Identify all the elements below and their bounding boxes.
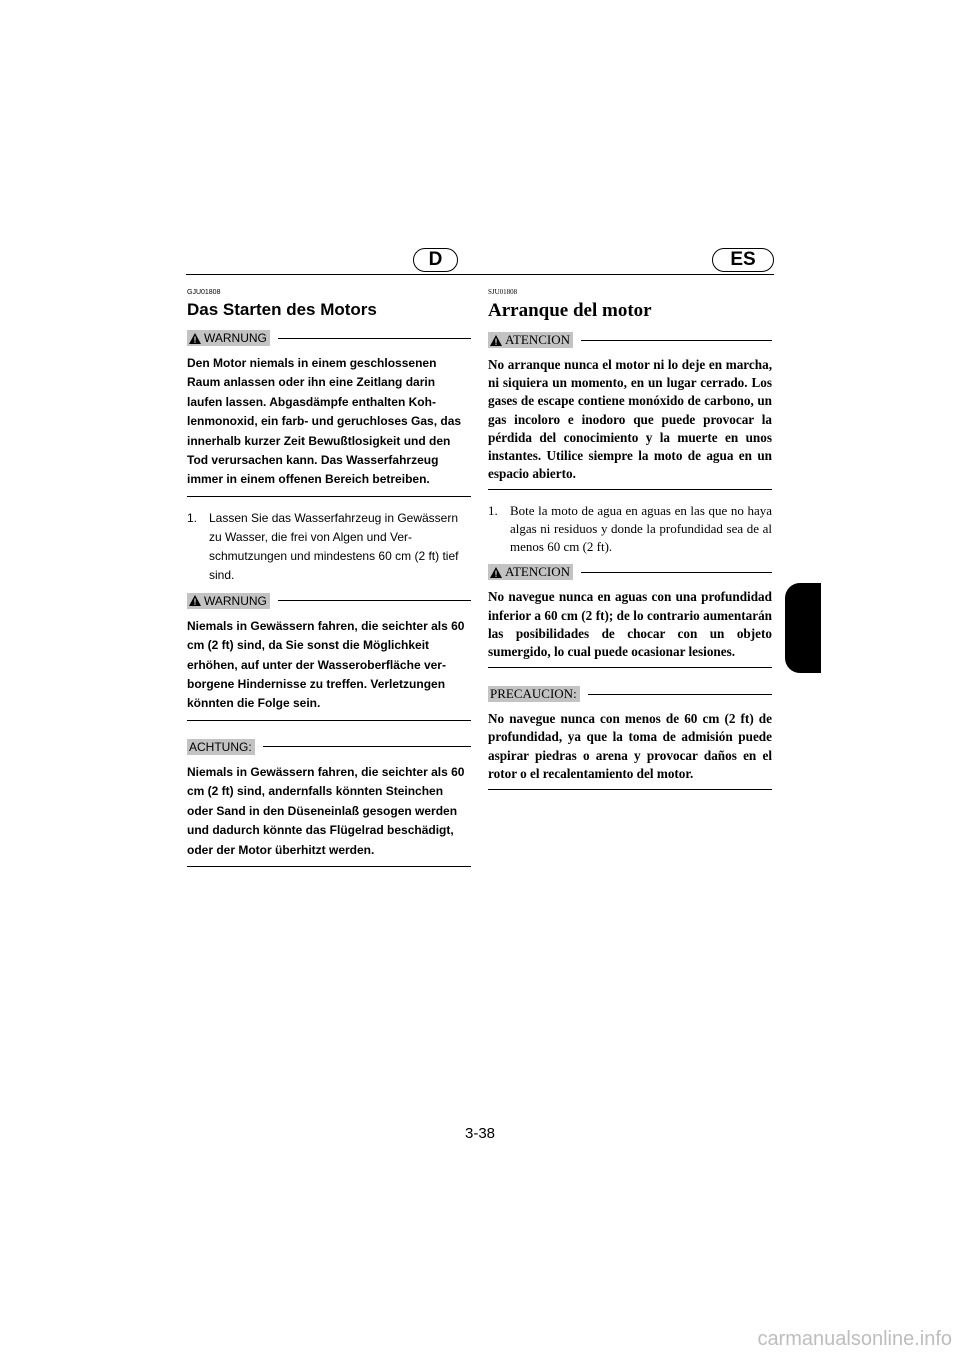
warning-label-row — [488, 330, 772, 350]
column-german — [187, 288, 471, 867]
header-rule — [186, 274, 774, 275]
watermark: carmanualsonline.info — [757, 1328, 952, 1350]
caution-text: Niemals in Gewässern fahren, die seichter als 60 cm (2 ft) sind, andernfalls könnten Steinchen oder Sand in den Düseneinlaß gesogen werden und dadurch könnte das Flügelrad beschädigt, oder der Motor überhitzt werden. — [187, 763, 471, 867]
label-rule — [581, 340, 772, 341]
step-item — [187, 509, 471, 585]
label-rule — [278, 338, 471, 339]
warning-text: No arranque nunca el motor ni lo deje en marcha, ni siquiera un momento, en un lugar cerrado. Los gases de escape contiene monóxido de carbono, un gas incoloro e inodoro que puede provocar la pérdida del conocimiento y la muerte en unos instantes. Utilice siempre la moto de agua en un espacio abierto. — [488, 356, 772, 490]
step-text: Lassen Sie das Wasserfahrzeug in Gewässern zu Wasser, die frei von Algen und Verschmutzungen und mindestens 60 cm (2 ft) tief sind. — [209, 510, 459, 582]
step-number: 1. — [488, 503, 498, 519]
warning-label-row — [187, 591, 471, 611]
warning-label: ATENCION — [505, 332, 570, 347]
language-badge-es: ES — [712, 248, 774, 272]
warning-triangle-icon — [189, 333, 201, 344]
section-code: SJU01808 — [488, 288, 518, 296]
caution-label-row — [488, 684, 772, 704]
section-title: Das Starten des Motors — [187, 300, 377, 319]
caution-label: ACHTUNG: — [187, 739, 255, 755]
warning-label: WARNUNG — [204, 593, 267, 608]
warning-tag — [488, 564, 573, 580]
warning-text: Den Motor niemals in einem geschlossenen Raum anlassen oder ihn eine Zeitlang darin laufen lassen. Abgasdämpfe enthalten Kohlenmonoxid, ein farb- und geruchloses Gas, das innerhalb kurzer Zeit Bewußtlosigkeit und den Tod verursachen kann. Das Wasserfahrzeug immer in einem offenen Bereich betreiben. — [187, 354, 471, 497]
warning-tag — [187, 593, 270, 609]
page-number: 3-38 — [464, 1125, 496, 1142]
warning-triangle-icon — [490, 335, 502, 346]
warning-triangle-icon — [189, 595, 201, 606]
section-title: Arranque del motor — [488, 300, 652, 321]
warning-tag — [488, 332, 573, 348]
step-text: Bote la moto de agua en aguas en las que no haya algas ni residuos y donde la profundidad sea de al menos 60 cm (2 ft). — [510, 503, 772, 555]
label-rule — [263, 746, 471, 747]
warning-label: WARNUNG — [204, 331, 267, 345]
column-spanish — [488, 288, 772, 790]
warning-text: No navegue nunca en aguas con una profundidad inferior a 60 cm (2 ft); de lo contrario aumentarán las posibilidades de chocar con un objeto sumergido, lo cual puede ocasionar lesiones. — [488, 588, 772, 668]
warning-label: ATENCION — [505, 564, 570, 580]
warning-label-row — [488, 562, 772, 582]
warning-text: Niemals in Gewässern fahren, die seichter als 60 cm (2 ft) sind, da Sie sonst die Möglichkeit erhöhen, auf unter der Wasseroberfläche verborgene Hindernisse zu treffen. Verletzungen könnten die Folge sein. — [187, 617, 471, 721]
label-rule — [588, 694, 772, 695]
section-code: GJU01808 — [187, 289, 221, 296]
warning-label-row — [187, 328, 471, 348]
warning-tag — [187, 330, 270, 346]
step-item — [488, 502, 772, 556]
chapter-side-tab — [785, 583, 821, 673]
caution-label: PRECAUCION: — [488, 686, 580, 702]
caution-label-row — [187, 737, 471, 757]
label-rule — [581, 572, 772, 573]
warning-triangle-icon — [490, 567, 502, 578]
language-badge-de: D — [413, 248, 458, 272]
caution-text: No navegue nunca con menos de 60 cm (2 ft) de profundidad, ya que la toma de admisión puede aspirar piedras o arena y provocar daños en el rotor o el recalentamiento del motor. — [488, 710, 772, 790]
label-rule — [278, 600, 471, 601]
step-number: 1. — [187, 510, 198, 525]
